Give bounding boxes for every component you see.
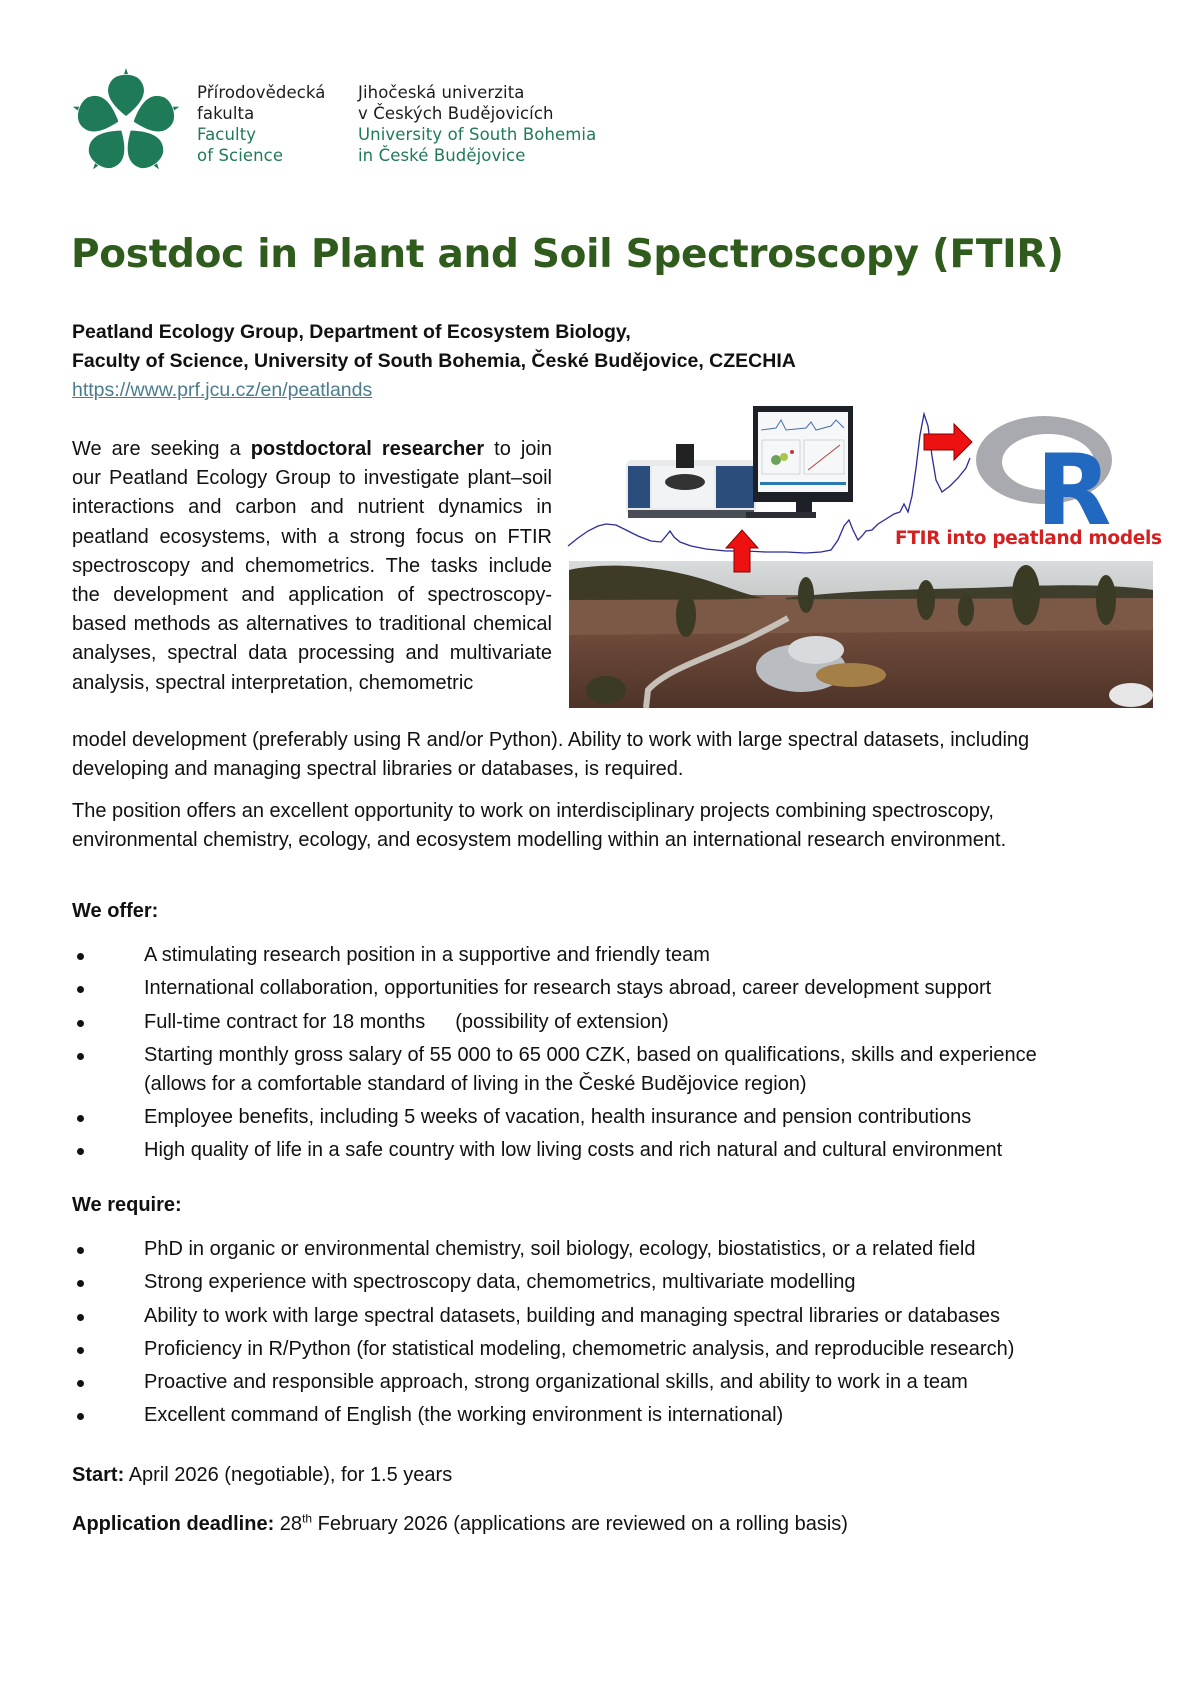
deadline-info <box>72 1513 848 1536</box>
intro-bold-text: postdoctoral researcher <box>250 438 485 460</box>
position-paragraph-line2: environmental chemistry, ecology, and ecosystem modelling within an international research environment. <box>72 829 1007 851</box>
list-item-text: Strong experience with spectroscopy data, chemometrics, multivariate modelling <box>144 1271 856 1294</box>
bullet-icon <box>77 1115 84 1122</box>
affiliation-line2: Faculty of Science, University of South Bohemia, České Budějovice, CZECHIA <box>72 350 796 372</box>
intro-text-start: We are seeking a <box>72 438 251 460</box>
page-title: Postdoc in Plant and Soil Spectroscopy (FTIR) <box>71 232 1064 277</box>
start-value: April 2026 (negotiable), for 1.5 years <box>124 1464 453 1486</box>
university-en-line1: University of South Bohemia <box>358 125 597 144</box>
university-en-line2: in České Budějovice <box>358 146 526 165</box>
list-item <box>72 941 1162 970</box>
university-cz-line1: Jihočeská univerzita <box>358 83 525 102</box>
list-item <box>72 1268 1162 1297</box>
position-paragraph <box>72 797 1122 855</box>
bullet-icon <box>77 1247 84 1254</box>
deadline-value: February 2026 (applications are reviewed on a rolling basis) <box>312 1513 848 1535</box>
peatland-photo <box>569 561 1153 708</box>
intro-continuation <box>72 726 1122 783</box>
affiliation <box>72 318 796 376</box>
deadline-label: Application deadline: <box>72 1513 275 1535</box>
start-label: Start: <box>72 1464 125 1486</box>
start-info <box>72 1464 452 1487</box>
list-item-text: Excellent command of English (the working environment is international) <box>144 1404 784 1427</box>
list-item-continuation <box>72 1070 1162 1099</box>
ftir-instrument-icon <box>626 444 756 518</box>
list-item-text: High quality of life in a safe country with low living costs and rich natural and cultural environment <box>144 1139 1003 1162</box>
list-item-text: Ability to work with large spectral datasets, building and managing spectral libraries or databases <box>144 1304 1001 1327</box>
list-item-text: International collaboration, opportunities for research stays abroad, career development support <box>144 977 992 1000</box>
faculty-logo-icon <box>70 68 182 178</box>
list-item <box>72 1008 1162 1037</box>
bullet-icon <box>77 1280 84 1287</box>
bullet-icon <box>77 1148 84 1155</box>
list-item <box>72 1335 1162 1364</box>
list-item <box>72 1302 1162 1331</box>
faculty-cz-line2: fakulta <box>197 104 255 123</box>
list-item-text: A stimulating research position in a supportive and friendly team <box>144 944 710 966</box>
university-cz-line2: v Českých Budějovicích <box>358 104 554 123</box>
faculty-name <box>197 82 326 166</box>
list-item-text: Proficiency in R/Python (for statistical modeling, chemometric analysis, and reproducible research) <box>144 1337 1015 1360</box>
bullet-icon <box>77 986 84 993</box>
require-heading: We require: <box>72 1194 182 1216</box>
list-item-text: Full-time contract for 18 months (possibility of extension) <box>144 1010 669 1033</box>
list-item <box>72 1401 1162 1430</box>
offer-list <box>72 941 1162 1170</box>
faculty-en-line1: Faculty <box>197 125 257 144</box>
intro-text-end: to join our Peatland Ecology Group to investigate plant–soil interactions and carbon and nutrient dynamics in peatland ecosystems, with a strong focus on FTIR spectroscopy and chemometrics. The tasks include the development and application of spectroscopy-based methods as alternatives to traditional chemical analyses, spectral data processing and multivariate analysis, spectral interpretation, chemometric <box>72 438 552 694</box>
bullet-icon <box>77 1020 84 1027</box>
list-item-text: Employee benefits, including 5 weeks of vacation, health insurance and pension contributions <box>144 1106 972 1129</box>
list-item <box>72 1103 1162 1132</box>
list-item-text: PhD in organic or environmental chemistry, soil biology, ecology, biostatistics, or a related field <box>144 1238 976 1260</box>
list-item-text: (allows for a comfortable standard of living in the České Budějovice region) <box>144 1072 807 1095</box>
group-website-link[interactable]: https://www.prf.jcu.cz/en/peatlands <box>72 379 373 401</box>
university-name <box>358 82 596 166</box>
affiliation-line1: Peatland Ecology Group, Department of Ecosystem Biology, <box>72 321 631 343</box>
intro-paragraph <box>72 435 552 698</box>
bullet-icon <box>77 953 84 960</box>
list-item-text: Proactive and responsible approach, strong organizational skills, and ability to work in a team <box>144 1371 968 1394</box>
faculty-en-line2: of Science <box>197 146 284 165</box>
position-paragraph-line1: The position offers an excellent opportunity to work on interdisciplinary projects combining spectroscopy, <box>72 800 994 822</box>
ftir-figure <box>566 400 1158 712</box>
require-list <box>72 1235 1162 1435</box>
r-logo-letter: R <box>1036 434 1112 548</box>
bullet-icon <box>77 1380 84 1387</box>
list-item <box>72 1136 1162 1165</box>
bullet-icon <box>77 1053 84 1060</box>
figure-caption: FTIR into peatland models <box>895 528 1162 549</box>
bullet-icon <box>77 1314 84 1321</box>
faculty-cz-line1: Přírodovědecká <box>197 83 326 102</box>
list-item-text: Starting monthly gross salary of 55 000 to 65 000 CZK, based on qualifications, skills and experience <box>144 1043 1037 1066</box>
list-item <box>72 1041 1162 1070</box>
list-item <box>72 1368 1162 1397</box>
intro-continuation-line2: developing and managing spectral libraries or databases, is required. <box>72 757 684 780</box>
bullet-icon <box>77 1413 84 1420</box>
bullet-icon <box>77 1347 84 1354</box>
list-item <box>72 1235 1162 1264</box>
intro-continuation-line1: model development (preferably using R and/or Python). Ability to work with large spectral datasets, including <box>72 729 1030 751</box>
offer-heading: We offer: <box>72 900 159 922</box>
list-item <box>72 974 1162 1003</box>
deadline-day-suffix: th <box>302 1511 313 1526</box>
deadline-day: 28 <box>274 1513 303 1535</box>
monitor-icon <box>746 406 853 518</box>
